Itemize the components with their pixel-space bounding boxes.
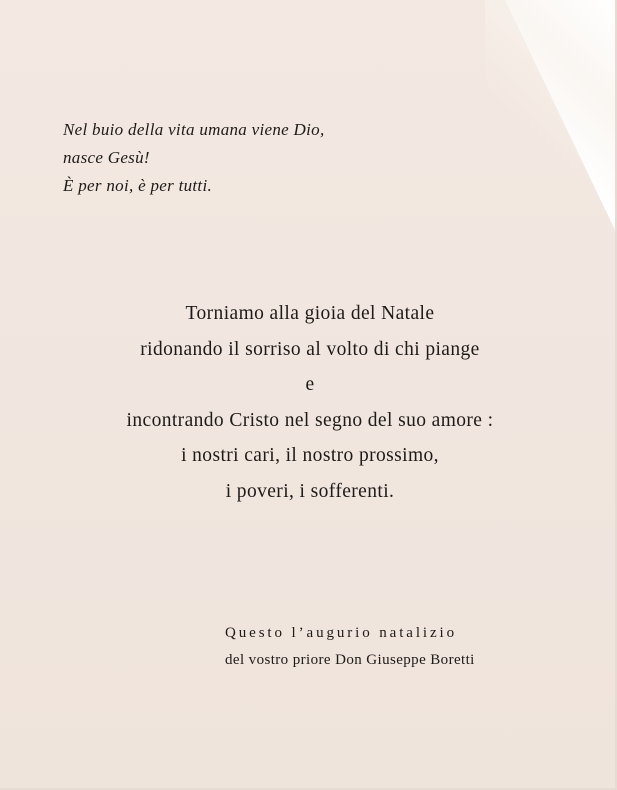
verse-line: Nel buio della vita umana viene Dio, bbox=[63, 120, 325, 139]
signature-block bbox=[225, 620, 555, 674]
message-line: i poveri, i sofferenti. bbox=[225, 480, 395, 502]
verse-line: È per noi, è per tutti. bbox=[63, 176, 213, 195]
message-line: ridonando il sorriso al volto di chi piange bbox=[140, 338, 480, 360]
christmas-message bbox=[40, 296, 580, 509]
message-line: Torniamo alla gioia del Natale bbox=[185, 303, 435, 324]
message-line: e bbox=[305, 374, 315, 395]
message-line: incontrando Cristo nel segno del suo amore : bbox=[126, 409, 494, 431]
greeting-line: Questo l’augurio natalizio bbox=[225, 625, 458, 641]
message-line: i nostri cari, il nostro prossimo, bbox=[181, 445, 439, 466]
signer-line: del vostro priore Don Giuseppe Boretti bbox=[225, 652, 475, 668]
verse-line: nasce Gesù! bbox=[63, 148, 150, 167]
worn-corner bbox=[505, 0, 615, 230]
opening-verse bbox=[63, 116, 483, 200]
